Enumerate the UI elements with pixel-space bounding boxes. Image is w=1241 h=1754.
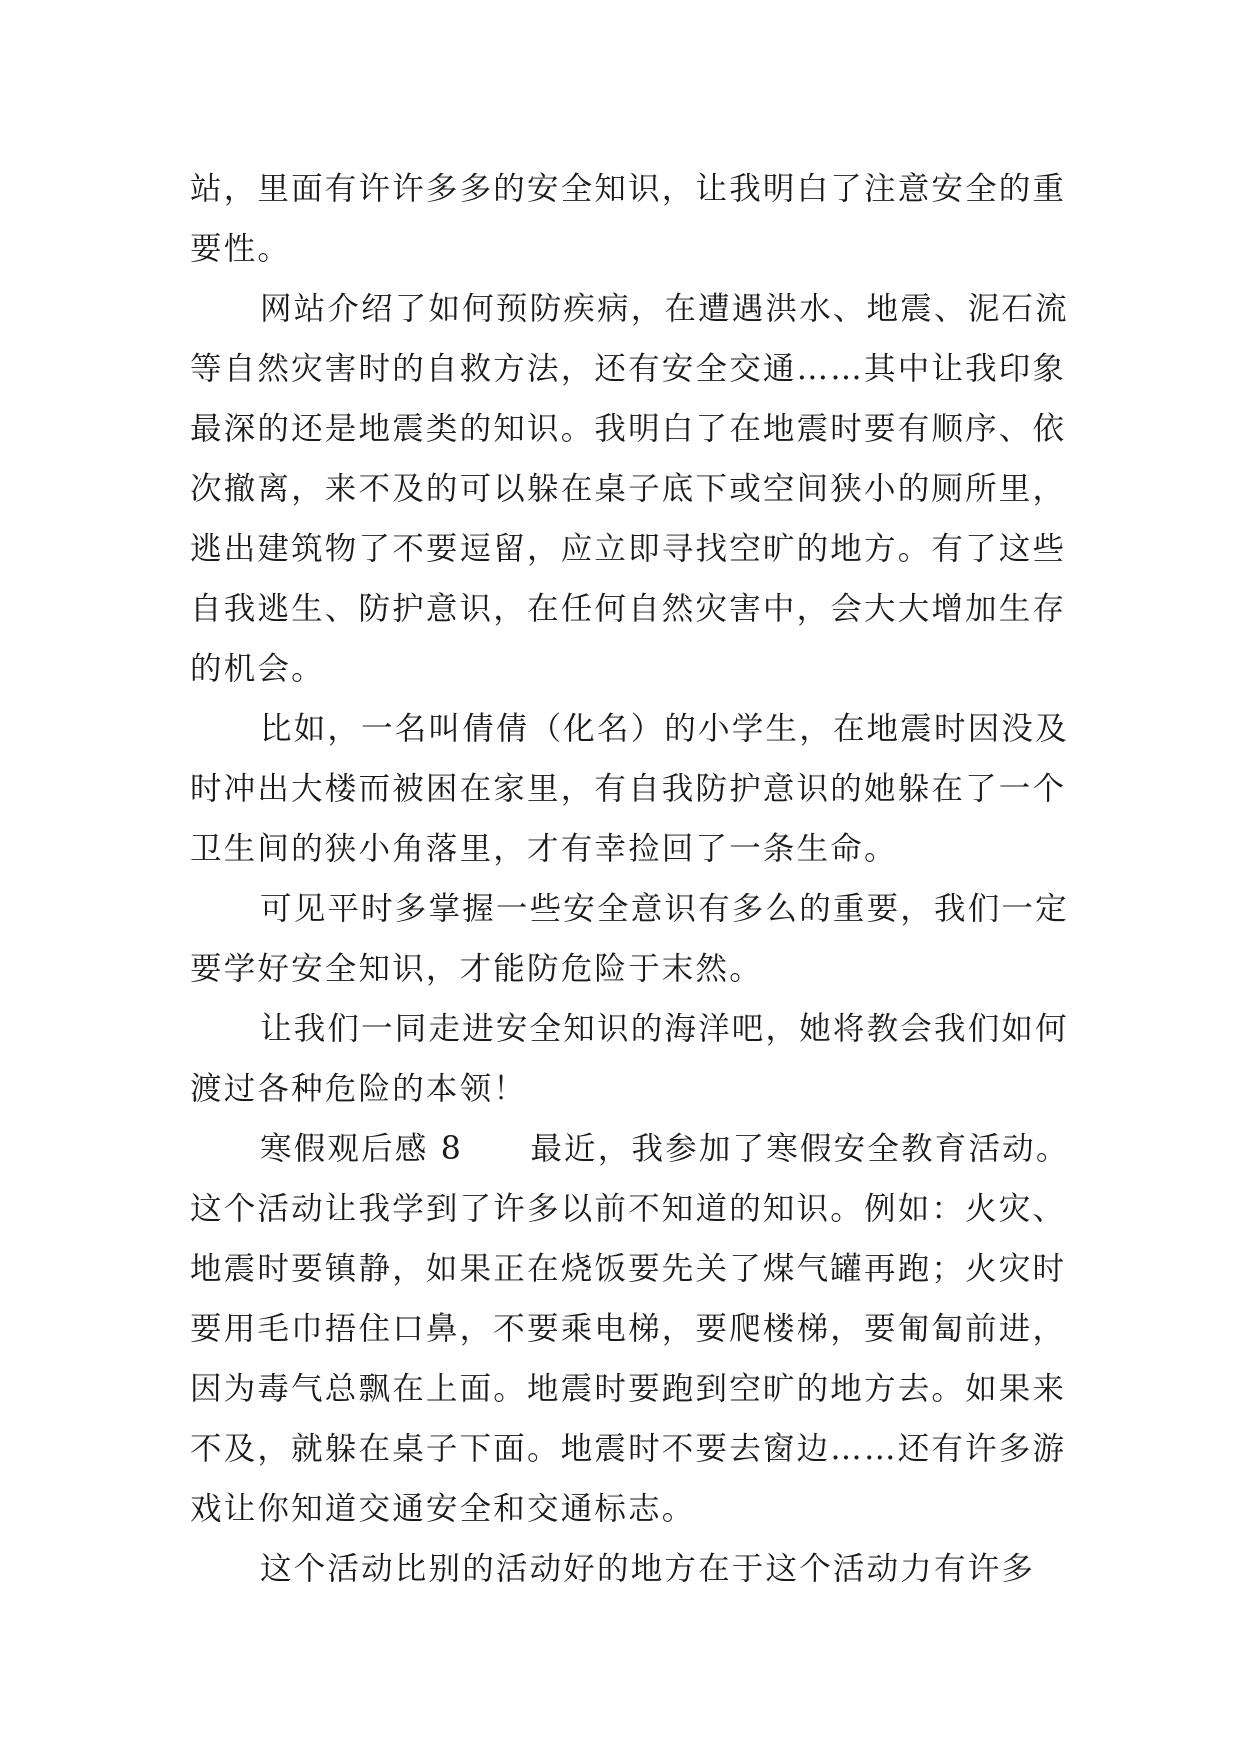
text-line: 要学好安全知识，才能防危险于末然。 bbox=[190, 951, 763, 987]
section-heading-line: 寒假观后感 8 最近，我参加了寒假安全教育活动。 bbox=[260, 1131, 1070, 1167]
text-line: 这个活动比别的活动好的地方在于这个活动力有许多 bbox=[260, 1551, 1036, 1587]
document-body bbox=[190, 159, 1070, 1599]
text-line: 让我们一同走进安全知识的海洋吧，她将教会我们如何 bbox=[260, 1011, 1069, 1047]
text-line: 戏让你知道交通安全和交通标志。 bbox=[190, 1491, 696, 1527]
text-line: 渡过各种危险的本领！ bbox=[190, 1071, 528, 1107]
text-line: 逃出建筑物了不要逗留，应立即寻找空旷的地方。有了这些 bbox=[190, 531, 1067, 567]
text-line: 最深的还是地震类的知识。我明白了在地震时要有顺序、依 bbox=[190, 411, 1067, 447]
text-line: 站，里面有许许多多的安全知识，让我明白了注意安全的重 bbox=[190, 171, 1067, 207]
text-line: 卫生间的狭小角落里，才有幸捡回了一条生命。 bbox=[190, 831, 898, 867]
text-line: 因为毒气总飘在上面。地震时要跑到空旷的地方去。如果来 bbox=[190, 1371, 1067, 1407]
text-line: 比如，一名叫倩倩（化名）的小学生，在地震时因没及 bbox=[260, 711, 1069, 747]
text-line: 等自然灾害时的自救方法，还有安全交通……其中让我印象 bbox=[190, 351, 1067, 387]
text-line: 自我逃生、防护意识，在任何自然灾害中，会大大增加生存 bbox=[190, 591, 1067, 627]
text-line: 地震时要镇静，如果正在烧饭要先关了煤气罐再跑；火灾时 bbox=[190, 1251, 1067, 1287]
text-line: 次撤离，来不及的可以躲在桌子底下或空间狭小的厕所里， bbox=[190, 471, 1067, 507]
text-line: 这个活动让我学到了许多以前不知道的知识。例如：火灾、 bbox=[190, 1191, 1067, 1227]
text-line: 的机会。 bbox=[190, 651, 325, 687]
text-line: 不及，就躲在桌子下面。地震时不要去窗边……还有许多游 bbox=[190, 1431, 1067, 1467]
text-line: 可见平时多掌握一些安全意识有多么的重要，我们一定 bbox=[260, 891, 1069, 927]
text-line: 时冲出大楼而被困在家里，有自我防护意识的她躲在了一个 bbox=[190, 771, 1067, 807]
text-line: 网站介绍了如何预防疾病，在遭遇洪水、地震、泥石流 bbox=[260, 291, 1069, 327]
text-line: 要性。 bbox=[190, 231, 292, 267]
text-line: 要用毛巾捂住口鼻，不要乘电梯，要爬楼梯，要匍匐前进， bbox=[190, 1311, 1067, 1347]
